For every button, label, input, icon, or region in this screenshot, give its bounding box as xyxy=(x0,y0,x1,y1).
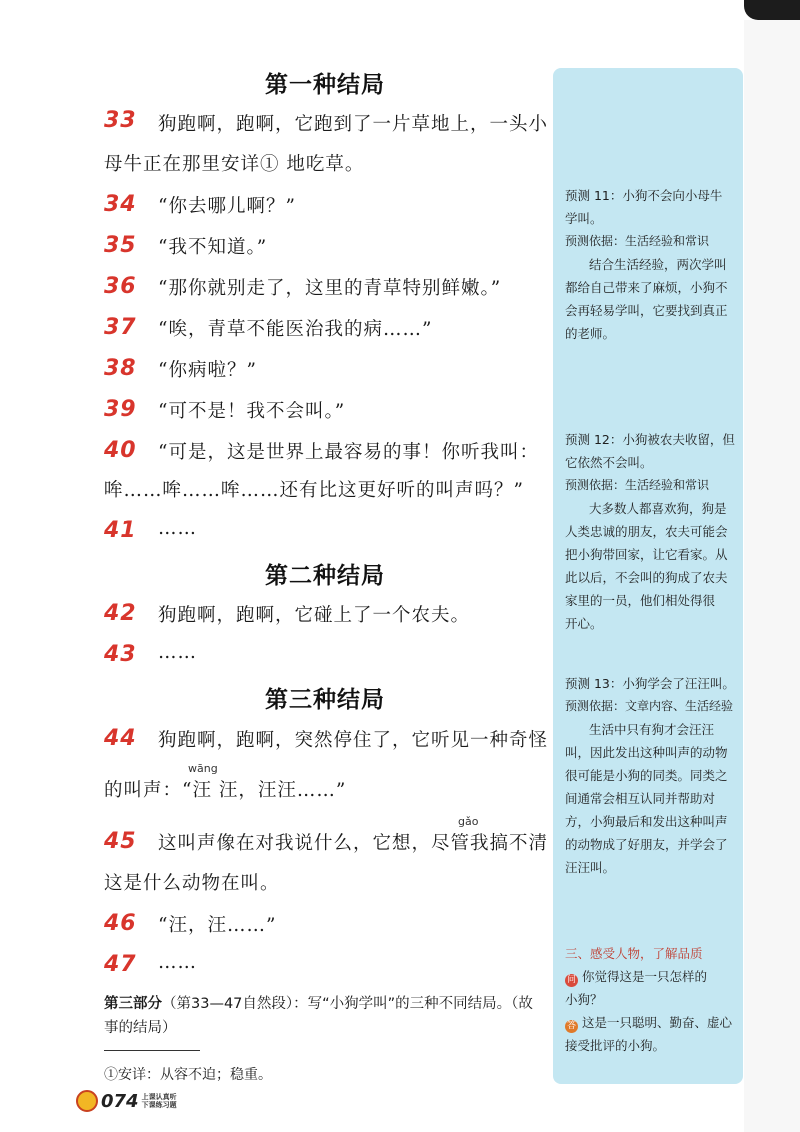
prediction-12-body-2: 人类忠诚的朋友，农夫可能会 xyxy=(565,524,728,539)
para-number-43: 43 xyxy=(104,642,137,667)
prediction-13-body-7: 汪汪叫。 xyxy=(565,860,616,875)
para-40-line2: 哞……哞……哞……还有比这更好听的叫声吗？” xyxy=(104,480,524,501)
para-number-39: 39 xyxy=(104,397,137,422)
para-41-text: …… xyxy=(158,518,197,539)
prediction-12-basis: 预测依据：生活经验和常识 xyxy=(565,478,710,492)
para-number-35: 35 xyxy=(104,233,137,258)
prediction-11-body-4: 的老师。 xyxy=(565,326,616,341)
pinyin-wang: wāng xyxy=(188,762,218,775)
mascot-icon xyxy=(76,1090,98,1112)
prediction-11-body-2: 都给自己带来了麻烦，小狗不 xyxy=(565,280,728,295)
prediction-13-basis: 预测依据：文章内容、生活经验 xyxy=(565,699,734,713)
prediction-12-title-cont: 它依然不会叫。 xyxy=(565,455,653,470)
para-number-40: 40 xyxy=(104,438,137,463)
prediction-12 xyxy=(565,428,735,635)
prediction-13-body-5: 方，小狗最后和发出这种叫声 xyxy=(565,814,728,829)
prediction-11-body-3: 会再轻易学叫，它要找到真正 xyxy=(565,303,728,318)
para-number-47: 47 xyxy=(104,952,137,977)
para-39-text: “可不是！我不会叫。” xyxy=(158,401,346,422)
para-33-line2: 母牛正在那里安详① 地吃草。 xyxy=(104,154,365,175)
answer-line xyxy=(565,1011,732,1034)
para-37-text: “唉，青草不能医治我的病……” xyxy=(158,319,433,340)
prediction-13-body-6: 的动物成了好朋友，并学会了 xyxy=(565,837,728,852)
para-42-text: 狗跑啊，跑啊，它碰上了一个农夫。 xyxy=(158,605,471,626)
prediction-11-basis: 预测依据：生活经验和常识 xyxy=(565,234,710,248)
prediction-13-body-4: 间通常会相互认同并帮助对 xyxy=(565,791,716,806)
para-number-45: 45 xyxy=(104,829,137,854)
para-number-34: 34 xyxy=(104,192,137,217)
prediction-12-body-4: 此以后，不会叫的狗成了农夫 xyxy=(565,570,728,585)
prediction-13-body-1: 生活中只有狗才会汪汪 xyxy=(589,722,715,737)
para-44-line1: 狗跑啊，跑啊，突然停住了，它听见一种奇怪 xyxy=(158,730,549,751)
para-34-text: “你去哪儿啊？” xyxy=(158,196,296,217)
prediction-13-title: 预测 13：小狗学会了汪汪叫。 xyxy=(565,676,735,691)
para-number-41: 41 xyxy=(104,518,137,543)
prediction-11-title: 预测 11：小狗不会向小母牛 xyxy=(565,188,723,203)
slogan-line-2: 下课练习题 xyxy=(141,1101,177,1109)
footer-slogan xyxy=(142,1093,177,1109)
summary-label: 第三部分 xyxy=(104,996,162,1012)
para-46-text: “汪，汪……” xyxy=(158,915,277,936)
answer-text-cont: 接受批评的小狗。 xyxy=(565,1038,666,1053)
summary-text: （第33—47自然段）：写“小狗学叫”的三种不同结局。（故事的结局） xyxy=(104,996,533,1036)
para-38-text: “你病啦？” xyxy=(158,360,257,381)
answer-icon: 答 xyxy=(566,1021,576,1031)
prediction-12-title: 预测 12：小狗被农夫收留，但 xyxy=(565,432,735,447)
question-line xyxy=(565,965,732,988)
para-number-37: 37 xyxy=(104,315,137,340)
footnote-divider xyxy=(104,1050,200,1051)
question-icon: 问 xyxy=(566,975,576,985)
prediction-13-body-2: 叫，因此发出这种叫声的动物 xyxy=(565,745,728,760)
answer-text: 这是一只聪明、勤奋、虚心 xyxy=(582,1015,733,1030)
prediction-12-body-3: 把小狗带回家，让它看家。从 xyxy=(565,547,728,562)
prediction-13 xyxy=(565,672,735,879)
question-text-cont: 小狗？ xyxy=(565,992,603,1007)
prediction-11 xyxy=(565,184,728,345)
para-number-46: 46 xyxy=(104,911,137,936)
para-43-text: …… xyxy=(158,642,197,663)
section-3-title: 三、感受人物，了解品质 xyxy=(565,946,703,961)
para-40-line1: “可是，这是世界上最容易的事！你听我叫： xyxy=(158,442,539,463)
para-number-33: 33 xyxy=(104,108,137,133)
prediction-12-body-6: 开心。 xyxy=(565,616,603,631)
heading-ending-1: 第一种结局 xyxy=(265,72,385,98)
para-44-line2: 的叫声：“汪 汪，汪汪……” xyxy=(104,780,347,801)
page-number: 074 xyxy=(101,1090,139,1112)
page-footer xyxy=(76,1090,177,1112)
section-3-character xyxy=(565,942,732,1057)
slogan-line-1: 上课认真听 xyxy=(141,1093,177,1101)
prediction-13-body-3: 很可能是小狗的同类。同类之 xyxy=(565,768,728,783)
heading-ending-2: 第二种结局 xyxy=(265,563,385,589)
footnote: ①安详：从容不迫；稳重。 xyxy=(104,1067,272,1083)
para-36-text: “那你就别走了，这里的青草特别鲜嫩。” xyxy=(158,278,502,299)
para-number-42: 42 xyxy=(104,601,137,626)
binder-clip xyxy=(744,0,800,20)
para-number-36: 36 xyxy=(104,274,137,299)
question-text: 你觉得这是一只怎样的 xyxy=(582,969,708,984)
section-summary xyxy=(104,992,544,1040)
para-45-line2: 这是什么动物在叫。 xyxy=(104,873,280,894)
prediction-11-body-1: 结合生活经验，两次学叫 xyxy=(589,257,727,272)
page-edge xyxy=(744,20,800,1132)
heading-ending-3: 第三种结局 xyxy=(265,687,385,713)
para-number-38: 38 xyxy=(104,356,137,381)
prediction-12-body-1: 大多数人都喜欢狗，狗是 xyxy=(589,501,727,516)
para-35-text: “我不知道。” xyxy=(158,237,268,258)
para-33-line1: 狗跑啊，跑啊，它跑到了一片草地上，一头小 xyxy=(158,114,549,135)
para-number-44: 44 xyxy=(104,726,137,751)
prediction-11-title-cont: 学叫。 xyxy=(565,211,603,226)
para-47-text: …… xyxy=(158,952,197,973)
prediction-12-body-5: 家里的一员，他们相处得很 xyxy=(565,593,716,608)
pinyin-gao: gǎo xyxy=(458,815,479,828)
para-45-line1: 这叫声像在对我说什么，它想，尽管我搞不清 xyxy=(158,833,549,854)
